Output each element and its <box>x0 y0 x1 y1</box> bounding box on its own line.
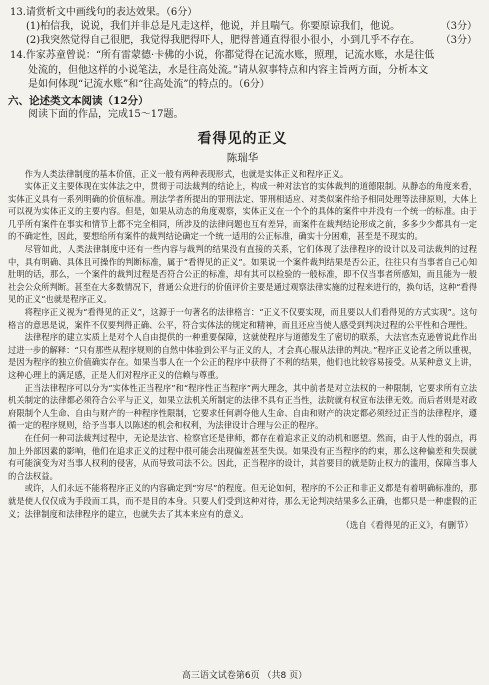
page-footer: 高三语文试卷第6页 （共8 页） <box>181 671 308 681</box>
question-14-line3: 是如何体现“记流水账”和“往高处流”的特点的。（6分） <box>28 79 270 90</box>
article-author: 陈瑞华 <box>226 151 259 164</box>
article-paragraph: 正当法律程序可以分为“实体性正当程序”和“程序性正当程序”两大理念，其中前者是对立法权的一种限制，它要求所有立法机关制定的法律都必须符合公平与正义，如果立法机关所制定的法律不具有正当性，法院就有权宣布法律无效。而后者则是对政府限制个人生命、自由与财产的一种程序性限制，它要求任何剥夺他人生命、自由和财产的决定都必须经过正当的法律程序，遵循一定的程序规则，给予当事人以陈述的机会和权利，为法律设计合理与公正的程序。 <box>8 382 477 431</box>
question-13-sub2-text: (2)我突然觉得自己很肥，我觉得我肥得吓人，肥得普通直得很小很小，小到几乎不存在。 <box>26 35 421 46</box>
article-paragraph: 作为人类法律制度的基本价值，正义一般有两种表现形式，也就是实体正义和程序正义。 <box>24 168 349 179</box>
article-paragraph: 在任何一种司法裁判过程中，无论是法官、检察官还是律师，都存在着追求正义的动机和愿望。然而，由于人性的弱点，再加上外部因素的影响，他们在追求正义的过程中很可能会出现偏差甚至失误。如果没有正当程序的约束，那么这种偏差和失误就有可能演变为对当事人权利的侵害，从而导致司法不公。因此，正当程序的设计，其首要目的就是防止权力的滥用，保障当事人的合法权益。 <box>8 432 477 481</box>
question-14 <box>8 49 477 93</box>
article-paragraph: 法律程序的建立实质上是对个人自由提供的一种重要保障，这就使程序与道德发生了密切的联系，大法官杰克逊曾说此作出过进一步的解释：“只有那些从程序规则的自然中体验到公平与正义的人，才会真心服从法律的判决。”程序正义论者之所以重视，是因为程序的独立价值确实存在。如果当事人在一个公正的程序中获得了不利的结果，他们也比较容易接受。从某种意义上讲，这种心理上的满足感，正是人们对程序正义的信赖与尊重。 <box>8 332 477 380</box>
section-instruction: 阅读下面的作品，完成15～17题。 <box>28 108 184 120</box>
article-paragraph: 实体正义主要体现在实体法之中，贯彻于司法裁判的结论上，构成一种对法官的实体裁判的道德限制。从静态的角度来看，实体正义具有一系列明确的价值标准。刑法学者所提出的罪刑法定、罪刑相适应、对类似案件给予相同处理等法律原则，大体上可以视为实体正义的主要内容。但是，如果从动态的角度观察，实体正义在一个个的具体的案件中并没有一个统一的标准。由于几乎所有案件在事实和情节上都不完全相同，所涉及的法律问题也互有差异，而案件在裁判结论形成之前，多多少少都具有一定的不确定性，因此，要想给所有案件的裁判结论确定一个统一适用的公正标准，确实十分困难，甚至是不现实的。 <box>8 181 477 242</box>
article-paragraph: 将程序正义视为“看得见的正义”，这源于一句著名的法律格言：“正义不仅要实现，而且要以人们看得见的方式实现”。这句格言的意思是说，案件不仅要判得正确、公平，符合实体法的规定和精神，而且还应当使人感受到判决过程的公平性和合理性。 <box>8 307 477 330</box>
question-14-line2: 处流的，但他这样的小说笔法，水是往高处流。”请从叙事特点和内容主旨两方面，分析本文 <box>28 64 429 76</box>
section-heading: 六、论述类文本阅读（12分） <box>8 94 149 107</box>
question-13-sub1-text: (1)柏信我，说说，我们并非总是凡走这样，他说，并且喘气。你要原谅我们，他说。 <box>26 21 401 32</box>
article-body <box>8 168 477 521</box>
question-13-sub2 <box>8 34 477 48</box>
question-13-title: 13.请赏析文中画线句的表达效果。（6分） <box>10 7 198 18</box>
article-source: （选自《看得见的正义》，有删节） <box>341 521 473 532</box>
article-paragraph: 或许，人们永远不能将程序正义的内容确定到“穷尽”的程度。但无论如何，程序的不公正和非正义都是有着明确标准的，那就是使人仅仅成为手段而工具，而不是目的本身。只要人们受到这种对待，那么无论判决结果多么正确，也都只是一种虚假的正义；法律制度和法律程序的建立，也就失去了其本来应有的意义。 <box>8 483 477 519</box>
question-14-line1: 14.作家苏童曾说：“所有雷蒙德·卡佛的小说，你都觉得在记流水账，照理，记流水账，水是往低 <box>10 50 435 61</box>
article-title: 看得见的正义 <box>197 130 288 147</box>
article-paragraph: 尽管如此，人类法律制度中还有一些内容与裁判的结果没有直接的关系，它们体现了法律程序的设计以及司法裁判的过程中，具有明确、具体且可操作的判断标准，属于“看得见的正义”。如果说一个案件裁判结果是否公正，往往只有当事者自己心知肚明的话，那么，一个案件的裁判过程是否符合公正的标准，却有其可以检验的一般标准，即不仅当事者所感知，而且能为一般社会公众所判断。甚至在大多数情况下，普通公众进行的价值评价主要是通过观察法律实施的过程来进行的，换句话，这种“看得见的正义”也就是程序正义。 <box>8 244 477 305</box>
question-13-sub2-points: （3分） <box>440 35 477 46</box>
question-13-sub1 <box>8 20 477 34</box>
question-13-sub1-points: （3分） <box>440 21 477 32</box>
